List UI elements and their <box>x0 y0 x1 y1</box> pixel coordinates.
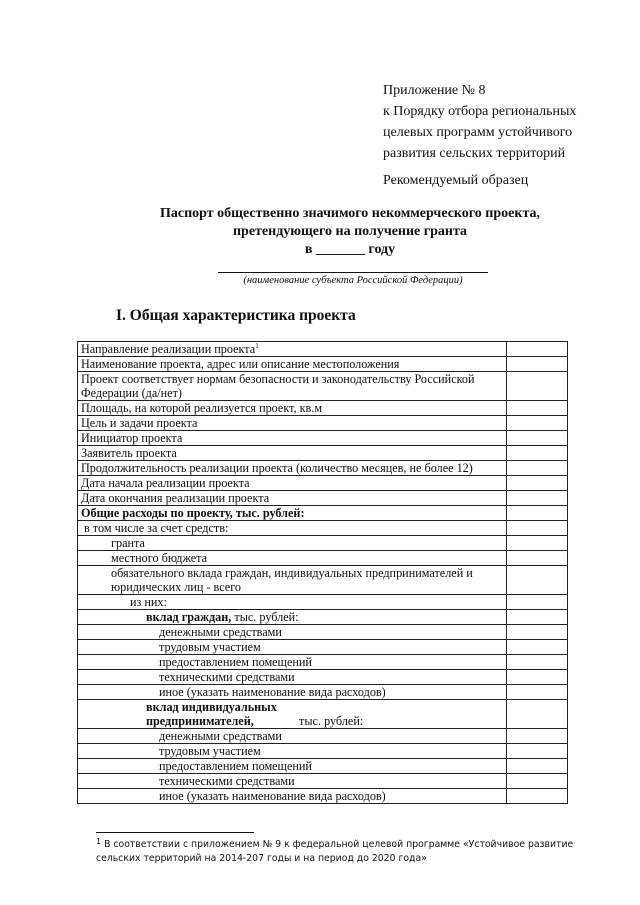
subject-fill-line[interactable] <box>218 272 488 273</box>
table-row <box>78 566 568 595</box>
row-label: Цель и задачи проекта <box>78 416 507 431</box>
row-value-cell[interactable] <box>507 551 568 566</box>
passport-table <box>77 341 568 804</box>
table-row <box>78 342 568 357</box>
row-value-cell[interactable] <box>507 521 568 536</box>
row-value-cell[interactable] <box>507 700 568 729</box>
table-row <box>78 759 568 774</box>
row-value-cell[interactable] <box>507 491 568 506</box>
title-line-1: Паспорт общественно значимого некоммерческого проекта, <box>160 206 540 221</box>
row-label: денежными средствами <box>78 729 507 744</box>
appendix-line: к Порядку отбора региональных <box>383 104 577 119</box>
appendix-line: развития сельских территорий <box>383 146 566 161</box>
table-row <box>78 774 568 789</box>
row-value-cell[interactable] <box>507 342 568 357</box>
table-row <box>78 401 568 416</box>
row-value-cell[interactable] <box>507 536 568 551</box>
row-value-cell[interactable] <box>507 655 568 670</box>
table-row <box>78 491 568 506</box>
row-value-cell[interactable] <box>507 431 568 446</box>
footnote-ref: 1 <box>255 342 259 350</box>
row-label: местного бюджета <box>78 551 507 566</box>
table-row <box>78 446 568 461</box>
row-label: Заявитель проекта <box>78 446 507 461</box>
row-value-cell[interactable] <box>507 446 568 461</box>
row-value-cell[interactable] <box>507 744 568 759</box>
row-value-cell[interactable] <box>507 566 568 595</box>
table-row <box>78 521 568 536</box>
row-label: иное (указать наименование вида расходов) <box>78 789 507 804</box>
row-label: Дата начала реализации проекта <box>78 476 507 491</box>
table-row <box>78 729 568 744</box>
footnote-divider <box>96 832 254 833</box>
table-row <box>78 655 568 670</box>
row-label: техническими средствами <box>78 670 507 685</box>
row-label: в том числе за счет средств: <box>78 521 507 536</box>
row-label: денежными средствами <box>78 625 507 640</box>
row-value-cell[interactable] <box>507 357 568 372</box>
row-label: предоставлением помещений <box>78 655 507 670</box>
table-row <box>78 476 568 491</box>
row-label: Площадь, на которой реализуется проект, кв.м <box>78 401 507 416</box>
footnote-mark: 1 <box>96 837 102 846</box>
table-row <box>78 670 568 685</box>
table-row <box>78 625 568 640</box>
appendix-line: Приложение № 8 <box>383 83 486 98</box>
row-value-cell[interactable] <box>507 595 568 610</box>
row-value-cell[interactable] <box>507 670 568 685</box>
row-label: обязательного вклада граждан, индивидуальных предпринимателей и юридических лиц - всего <box>78 566 507 595</box>
document-title <box>0 205 640 259</box>
row-value-cell[interactable] <box>507 625 568 640</box>
row-label: Дата окончания реализации проекта <box>78 491 507 506</box>
table-row <box>78 640 568 655</box>
row-value-cell[interactable] <box>507 506 568 521</box>
row-value-cell[interactable] <box>507 685 568 700</box>
footnote <box>96 838 596 866</box>
row-label: Проект соответствует нормам безопасности и законодательству Российской Федерации (да/нет) <box>78 372 507 401</box>
row-label: гранта <box>78 536 507 551</box>
appendix-line: целевых программ устойчивого <box>383 125 573 140</box>
footnote-text: В соответствии с приложением № 9 к федеральной целевой программе «Устойчивое развитие сельских территорий на 2014-207 годы и на период до 2020 года» <box>96 839 574 864</box>
table-row <box>78 595 568 610</box>
table-row <box>78 506 568 521</box>
row-label: из них: <box>78 595 507 610</box>
table-row <box>78 610 568 625</box>
row-label: вклад индивидуальных предпринимателей, тыс. рублей: <box>78 700 507 729</box>
appendix-block <box>383 80 576 164</box>
row-label-bold: вклад индивидуальных предпринимателей, <box>146 700 277 728</box>
table-row <box>78 536 568 551</box>
row-value-cell[interactable] <box>507 640 568 655</box>
title-line-3: в _______ году <box>304 242 396 257</box>
table-row <box>78 551 568 566</box>
row-label-bold: вклад граждан, <box>146 610 232 624</box>
row-label: техническими средствами <box>78 774 507 789</box>
row-label: предоставлением помещений <box>78 759 507 774</box>
row-label: вклад граждан, тыс. рублей: <box>78 610 507 625</box>
row-value-cell[interactable] <box>507 729 568 744</box>
row-value-cell[interactable] <box>507 461 568 476</box>
table-row <box>78 744 568 759</box>
row-value-cell[interactable] <box>507 610 568 625</box>
sample-label: Рекомендуемый образец <box>383 173 529 188</box>
title-line-2: претендующего на получение гранта <box>232 224 468 239</box>
row-label: Наименование проекта, адрес или описание местоположения <box>78 357 507 372</box>
row-label: иное (указать наименование вида расходов) <box>78 685 507 700</box>
table-row <box>78 700 568 729</box>
table-row <box>78 789 568 804</box>
row-value-cell[interactable] <box>507 759 568 774</box>
row-label: Инициатор проекта <box>78 431 507 446</box>
table-row <box>78 416 568 431</box>
row-value-cell[interactable] <box>507 476 568 491</box>
table-row <box>78 685 568 700</box>
table-row <box>78 461 568 476</box>
row-value-cell[interactable] <box>507 789 568 804</box>
row-value-cell[interactable] <box>507 372 568 401</box>
subject-caption: (наименование субъекта Российской Федерации) <box>243 275 463 286</box>
table-row <box>78 357 568 372</box>
row-label: Направление реализации проекта$^1$ <box>78 342 507 357</box>
section-heading: I. Общая характеристика проекта <box>116 307 356 324</box>
row-label: трудовым участием <box>78 744 507 759</box>
row-label: Общие расходы по проекту, тыс. рублей: <box>78 506 507 521</box>
row-value-cell[interactable] <box>507 401 568 416</box>
row-value-cell[interactable] <box>507 774 568 789</box>
table-row <box>78 431 568 446</box>
table-row <box>78 372 568 401</box>
row-label: Продолжительность реализации проекта (количество месяцев, не более 12) <box>78 461 507 476</box>
row-label: трудовым участием <box>78 640 507 655</box>
row-value-cell[interactable] <box>507 416 568 431</box>
